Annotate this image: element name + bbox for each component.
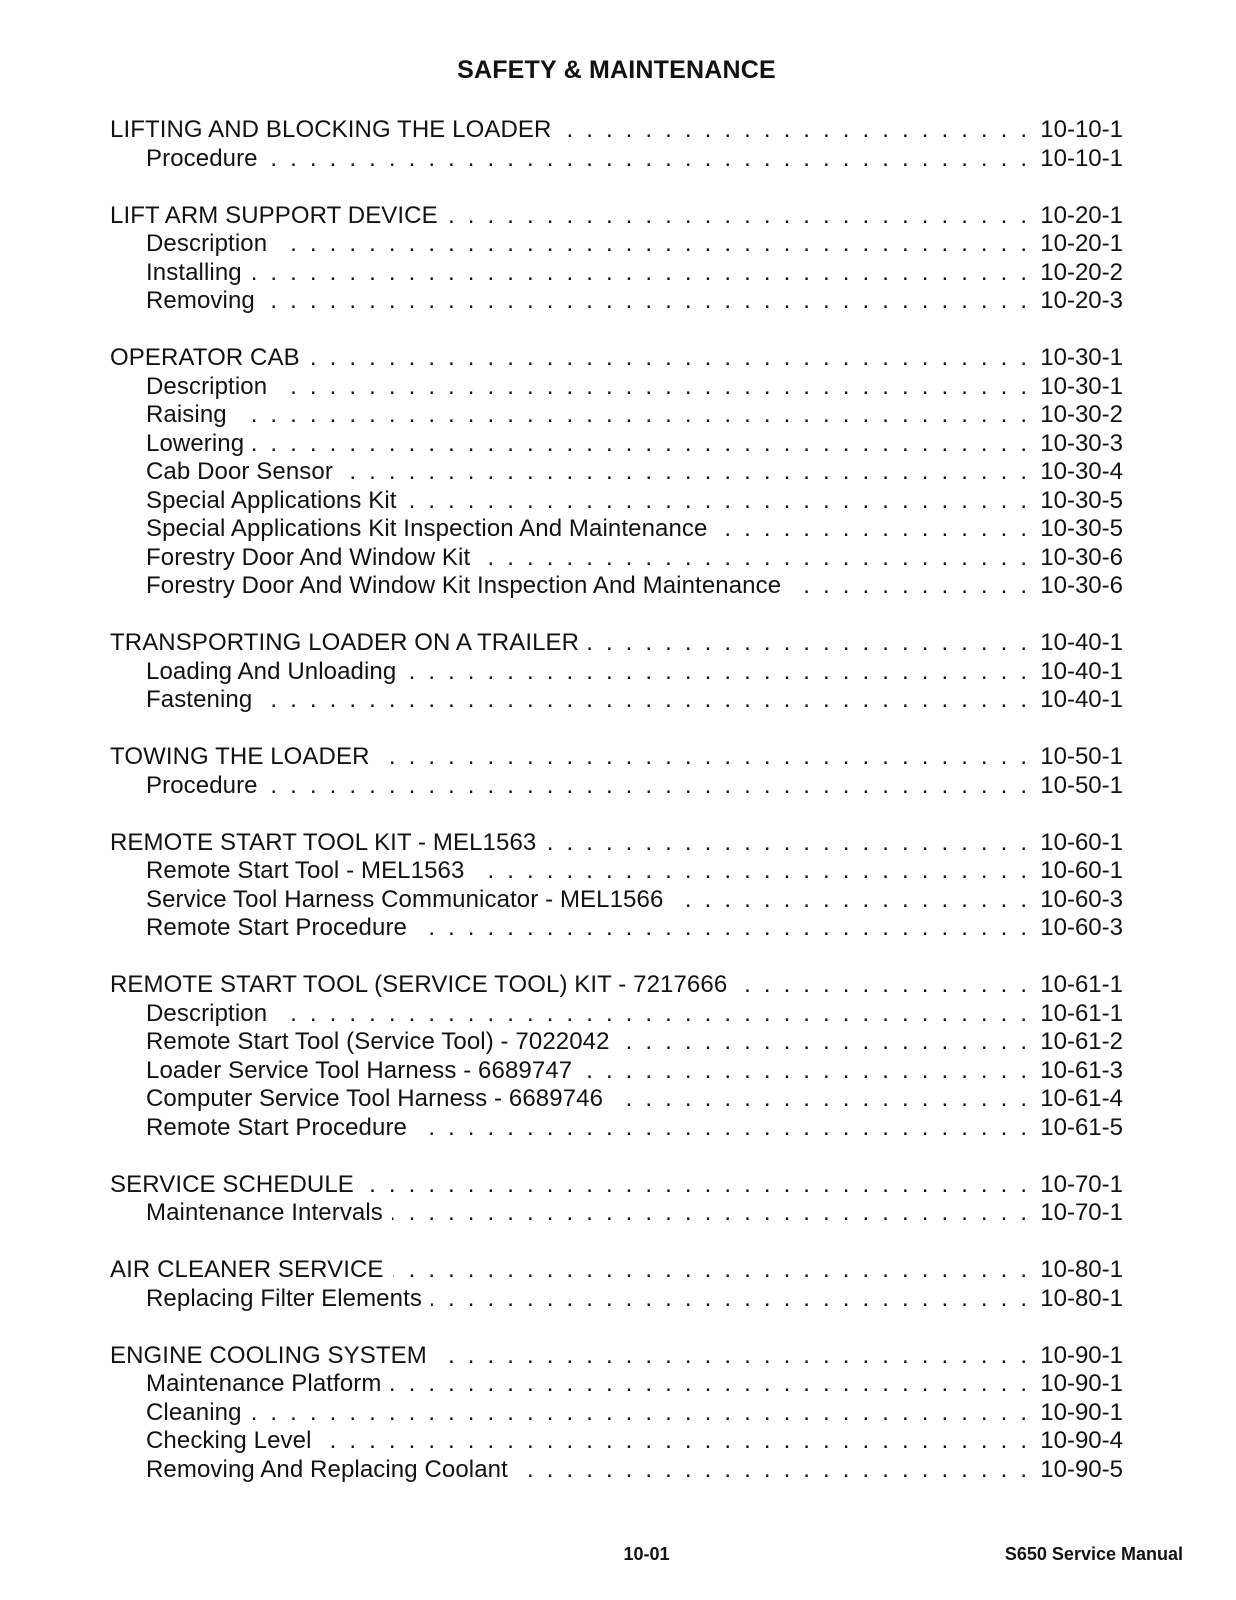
toc-dot-leader <box>390 1370 1030 1399</box>
toc-dot-leader <box>363 1171 1030 1200</box>
toc-item-row <box>110 572 1123 601</box>
toc-item-row <box>110 1028 1123 1057</box>
toc-item-row <box>110 230 1123 259</box>
toc-entry-page: 10-60-3 <box>1040 885 1123 913</box>
toc-entry-page: 10-70-1 <box>1040 1170 1123 1198</box>
toc-section-row <box>110 1342 1123 1371</box>
footer-manual-title: S650 Service Manual <box>1004 1544 1183 1564</box>
toc-entry-page: 10-20-1 <box>1040 230 1123 257</box>
toc-section-row <box>110 116 1123 145</box>
toc-section-row <box>110 202 1123 231</box>
toc-item-row <box>110 259 1123 288</box>
toc-section-row <box>110 743 1123 772</box>
toc-item-row <box>110 1114 1123 1143</box>
toc-entry-page: 10-30-1 <box>1040 372 1123 400</box>
toc-item-row <box>110 487 1123 516</box>
toc-dot-leader <box>416 1114 1030 1143</box>
toc-entry-page: 10-80-1 <box>1040 1284 1123 1312</box>
toc-item-row <box>110 1285 1123 1314</box>
toc-entry-page: 10-61-1 <box>1040 999 1123 1027</box>
toc-entry-label: Maintenance Platform <box>146 1370 382 1397</box>
toc-entry-label: TOWING THE LOADER <box>110 743 370 770</box>
toc-entry-page: 10-90-5 <box>1040 1455 1123 1483</box>
toc-item-row <box>110 658 1123 687</box>
toc-dot-leader <box>612 1085 1030 1114</box>
toc-item-row <box>110 515 1123 544</box>
toc-entry-page: 10-30-4 <box>1040 458 1123 485</box>
toc-dot-leader <box>588 629 1030 658</box>
toc-dot-leader <box>431 1285 1030 1314</box>
toc-dot-leader <box>447 202 1031 231</box>
toc-entry-label: Special Applications Kit Inspection And Maintenance <box>146 515 708 542</box>
toc-item-row <box>110 430 1123 459</box>
toc-entry-page: 10-61-1 <box>1040 971 1123 998</box>
toc-dot-leader <box>342 458 1030 487</box>
table-of-contents <box>110 116 1123 1484</box>
toc-item-row <box>110 1057 1123 1086</box>
toc-entry-label: Remote Start Tool (Service Tool) - 7022042 <box>146 1028 610 1055</box>
toc-entry-label: OPERATOR CAB <box>110 344 300 371</box>
toc-entry-label: Computer Service Tool Harness - 6689746 <box>146 1085 604 1112</box>
toc-entry-page: 10-30-5 <box>1040 486 1123 514</box>
toc-dot-leader <box>619 1028 1031 1057</box>
toc-entry-label: Checking Level <box>146 1427 312 1454</box>
toc-section <box>110 971 1123 1142</box>
toc-dot-leader <box>406 487 1031 516</box>
toc-entry-label: AIR CLEANER SERVICE <box>110 1256 384 1283</box>
toc-dot-leader <box>276 230 1030 259</box>
toc-entry-label: Remote Start Tool - MEL1563 <box>146 857 465 884</box>
toc-dot-leader <box>479 544 1030 573</box>
toc-entry-page: 10-30-6 <box>1040 543 1123 571</box>
toc-entry-label: REMOTE START TOOL (SERVICE TOOL) KIT - 7217666 <box>110 971 728 998</box>
toc-item-row <box>110 373 1123 402</box>
toc-entry-label: Replacing Filter Elements <box>146 1284 422 1312</box>
toc-entry-page: 10-30-2 <box>1040 401 1123 428</box>
toc-entry-page: 10-70-1 <box>1040 1199 1123 1226</box>
toc-dot-leader <box>716 515 1030 544</box>
toc-entry-label: Procedure <box>146 771 258 799</box>
toc-entry-page: 10-30-5 <box>1040 515 1123 542</box>
toc-item-row <box>110 886 1123 915</box>
toc-entry-label: ENGINE COOLING SYSTEM <box>110 1341 427 1369</box>
toc-entry-label: Removing <box>146 287 255 314</box>
toc-dot-leader <box>393 1256 1031 1285</box>
toc-entry-label: LIFTING AND BLOCKING THE LOADER <box>110 116 552 143</box>
toc-entry-label: REMOTE START TOOL KIT - MEL1563 <box>110 828 537 856</box>
page-footer <box>110 1543 1183 1565</box>
toc-item-row <box>110 914 1123 943</box>
toc-entry-page: 10-30-1 <box>1040 344 1123 371</box>
toc-entry-page: 10-61-5 <box>1040 1113 1123 1141</box>
toc-entry-label: Description <box>146 999 268 1027</box>
toc-dot-leader <box>379 743 1031 772</box>
toc-entry-page: 10-30-3 <box>1040 429 1123 457</box>
toc-entry-label: Loading And Unloading <box>146 657 397 685</box>
toc-item-row <box>110 1000 1123 1029</box>
page-title: SAFETY & MAINTENANCE <box>457 56 776 84</box>
toc-entry-page: 10-50-1 <box>1040 743 1123 770</box>
toc-dot-leader <box>560 116 1030 145</box>
toc-entry-label: Remote Start Procedure <box>146 914 407 941</box>
toc-entry-label: Fastening <box>146 686 253 713</box>
toc-entry-label: Special Applications Kit <box>146 486 397 514</box>
toc-entry-label: Description <box>146 372 268 400</box>
toc-entry-page: 10-61-4 <box>1040 1085 1123 1112</box>
toc-entry-page: 10-20-1 <box>1040 201 1123 229</box>
toc-dot-leader <box>581 1057 1030 1086</box>
toc-entry-label: Maintenance Intervals <box>146 1199 383 1226</box>
toc-dot-leader <box>436 1342 1030 1371</box>
toc-entry-label: SERVICE SCHEDULE <box>110 1170 354 1198</box>
toc-entry-label: Description <box>146 230 268 257</box>
toc-dot-leader <box>321 1427 1031 1456</box>
toc-entry-label: Cleaning <box>146 1398 242 1426</box>
toc-dot-leader <box>251 259 1031 288</box>
toc-entry-page: 10-50-1 <box>1040 771 1123 799</box>
toc-item-row <box>110 287 1123 316</box>
toc-item-row <box>110 686 1123 715</box>
toc-dot-leader <box>251 1399 1031 1428</box>
toc-entry-label: Loader Service Tool Harness - 6689747 <box>146 1056 573 1084</box>
toc-item-row <box>110 401 1123 430</box>
toc-item-row <box>110 544 1123 573</box>
toc-section <box>110 344 1123 601</box>
toc-entry-page: 10-40-1 <box>1040 657 1123 685</box>
toc-dot-leader <box>545 829 1030 858</box>
toc-dot-leader <box>517 1456 1030 1485</box>
toc-item-row <box>110 458 1123 487</box>
toc-dot-leader <box>309 344 1031 373</box>
footer-page-number: 10-01 <box>623 1544 670 1564</box>
toc-entry-page: 10-80-1 <box>1040 1256 1123 1283</box>
toc-entry-page: 10-61-3 <box>1040 1056 1123 1084</box>
toc-section-row <box>110 1256 1123 1285</box>
toc-dot-leader <box>261 686 1030 715</box>
toc-dot-leader <box>416 914 1030 943</box>
toc-section-row <box>110 344 1123 373</box>
toc-dot-leader <box>405 658 1030 687</box>
toc-entry-page: 10-30-6 <box>1040 572 1123 599</box>
toc-dot-leader <box>736 971 1030 1000</box>
toc-entry-label: Raising <box>146 401 227 428</box>
toc-dot-leader <box>264 287 1030 316</box>
toc-item-row <box>110 1427 1123 1456</box>
toc-entry-label: LIFT ARM SUPPORT DEVICE <box>110 201 438 229</box>
toc-dot-leader <box>267 145 1031 174</box>
toc-entry-page: 10-20-3 <box>1040 287 1123 314</box>
toc-item-row <box>110 1370 1123 1399</box>
toc-entry-label: Forestry Door And Window Kit <box>146 543 471 571</box>
toc-section-row <box>110 1171 1123 1200</box>
toc-section <box>110 743 1123 800</box>
toc-entry-label: TRANSPORTING LOADER ON A TRAILER <box>110 629 580 656</box>
toc-section-row <box>110 829 1123 858</box>
toc-dot-leader <box>473 857 1030 886</box>
toc-item-row <box>110 1456 1123 1485</box>
toc-item-row <box>110 1199 1123 1228</box>
toc-entry-label: Procedure <box>146 144 258 172</box>
toc-entry-label: Lowering <box>146 429 245 457</box>
toc-entry-label: Removing And Replacing Coolant <box>146 1455 508 1483</box>
toc-dot-leader <box>236 401 1031 430</box>
toc-section <box>110 116 1123 173</box>
toc-entry-page: 10-90-1 <box>1040 1398 1123 1426</box>
toc-item-row <box>110 1399 1123 1428</box>
toc-entry-page: 10-90-4 <box>1040 1427 1123 1454</box>
toc-entry-page: 10-20-2 <box>1040 258 1123 286</box>
toc-section <box>110 829 1123 943</box>
toc-entry-page: 10-60-1 <box>1040 857 1123 884</box>
toc-entry-page: 10-90-1 <box>1040 1370 1123 1397</box>
toc-entry-page: 10-10-1 <box>1040 144 1123 172</box>
toc-entry-page: 10-60-3 <box>1040 914 1123 941</box>
toc-entry-page: 10-40-1 <box>1040 686 1123 713</box>
toc-section <box>110 202 1123 316</box>
toc-entry-page: 10-40-1 <box>1040 629 1123 656</box>
toc-dot-leader <box>392 1199 1030 1228</box>
toc-dot-leader <box>253 430 1030 459</box>
toc-item-row <box>110 145 1123 174</box>
toc-dot-leader <box>276 1000 1030 1029</box>
toc-section <box>110 629 1123 715</box>
toc-entry-page: 10-60-1 <box>1040 828 1123 856</box>
toc-section <box>110 1342 1123 1485</box>
toc-entry-label: Forestry Door And Window Kit Inspection And Maintenance <box>146 572 782 599</box>
toc-entry-label: Installing <box>146 258 242 286</box>
toc-section <box>110 1256 1123 1313</box>
toc-section-row <box>110 629 1123 658</box>
toc-item-row <box>110 772 1123 801</box>
toc-dot-leader <box>672 886 1030 915</box>
toc-dot-leader <box>790 572 1030 601</box>
toc-dot-leader <box>267 772 1031 801</box>
toc-entry-label: Remote Start Procedure <box>146 1113 407 1141</box>
toc-dot-leader <box>276 373 1030 402</box>
toc-entry-page: 10-61-2 <box>1040 1028 1123 1055</box>
toc-item-row <box>110 1085 1123 1114</box>
toc-entry-label: Cab Door Sensor <box>146 458 333 485</box>
toc-entry-label: Service Tool Harness Communicator - MEL1566 <box>146 885 664 913</box>
toc-section <box>110 1171 1123 1228</box>
toc-entry-page: 10-90-1 <box>1040 1341 1123 1369</box>
toc-item-row <box>110 857 1123 886</box>
toc-section-row <box>110 971 1123 1000</box>
toc-entry-page: 10-10-1 <box>1040 116 1123 143</box>
